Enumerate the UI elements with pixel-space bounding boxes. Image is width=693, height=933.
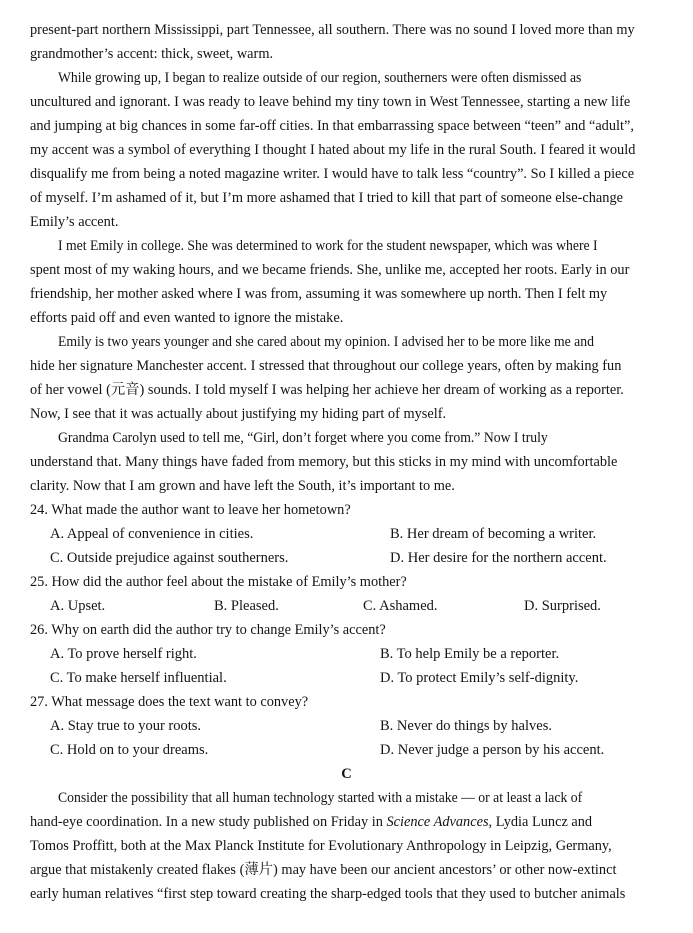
paragraph-first-line: Grandma Carolyn used to tell me, “Girl, don’t forget where you come from.” Now I truly [58,430,548,446]
text-line: Now, I see that it was actually about justifying my hiding part of myself. [30,406,447,422]
option-d: D. Never judge a person by his accent. [380,742,605,758]
text-line: of myself. I’m ashamed of it, but I’m more ashamed that I tried to kill that part of someone else-change [30,190,624,206]
paragraph-first-line: Consider the possibility that all human technology started with a mistake — or at least a lack of [58,790,583,806]
text-line: efforts paid off and even wanted to ignore the mistake. [30,310,344,326]
option-b: B. Pleased. [214,598,279,614]
text-line: grandmother’s accent: thick, sweet, warm. [30,46,274,62]
text-line: of her vowel (元音) sounds. I told myself I was helping her achieve her dream of working as a reporter. [30,382,624,398]
option-c: C. Outside prejudice against southerners. [50,550,289,566]
text-line: Tomos Proffitt, both at the Max Planck Institute for Evolutionary Anthropology in Leipzig, Germany, [30,838,612,854]
option-d: D. To protect Emily’s self-dignity. [380,670,579,686]
text-segment: hand-eye coordination. In a new study published on Friday in [30,814,387,830]
paragraph-first-line: I met Emily in college. She was determined to work for the student newspaper, which was where I [58,238,598,254]
section-heading: C [341,766,352,782]
text-line: my accent was a symbol of everything I thought I hated about my life in the rural South. I feared it would [30,142,636,158]
option-a: A. Stay true to your roots. [50,718,202,734]
option-a: A. Upset. [50,598,106,614]
text-line: Emily’s accent. [30,214,119,230]
text-segment: , Lydia Luncz and [488,814,593,830]
option-b: B. Never do things by halves. [380,718,552,734]
option-d: D. Surprised. [524,598,601,614]
question-stem: 26. Why on earth did the author try to change Emily’s accent? [30,622,386,638]
question-stem: 24. What made the author want to leave her hometown? [30,502,351,518]
question-stem: 25. How did the author feel about the mistake of Emily’s mother? [30,574,407,590]
paragraph-first-line: While growing up, I began to realize outside of our region, southerners were often dismissed as [58,70,582,86]
text-line: hide her signature Manchester accent. I stressed that throughout our college years, often by making fun [30,358,622,374]
text-line: spent most of my waking hours, and we became friends. She, unlike me, accepted her roots. Early in our [30,262,630,278]
text-line: understand that. Many things have faded from memory, but this sticks in my mind with uncomfortable [30,454,618,470]
text-line [30,811,663,833]
option-c: C. Hold on to your dreams. [50,742,209,758]
option-d: D. Her desire for the northern accent. [390,550,607,566]
text-line: argue that mistakenly created flakes (薄片) may have been our ancient ancestors’ or other now-extinct [30,862,617,878]
text-line: disqualify me from being a noted magazine writer. I would have to talk less “country”. So I killed a piece [30,166,635,182]
option-c: C. To make herself influential. [50,670,227,686]
paragraph-first-line: Emily is two years younger and she cared about my opinion. I advised her to be more like me and [58,334,594,350]
option-b: B. Her dream of becoming a writer. [390,526,597,542]
option-a: A. To prove herself right. [50,646,197,662]
text-line: clarity. Now that I am grown and have left the South, it’s important to me. [30,478,455,494]
text-line: uncultured and ignorant. I was ready to leave behind my tiny town in West Tennessee, starting a new life [30,94,631,110]
journal-name: Science Advances [386,814,489,830]
question-stem: 27. What message does the text want to convey? [30,694,309,710]
text-line: and jumping at big chances in some far-off cities. In that embarrassing space between “teen” and “adult”, [30,118,634,134]
text-line: present-part northern Mississippi, part Tennessee, all southern. There was no sound I loved more than my [30,22,635,38]
option-b: B. To help Emily be a reporter. [380,646,560,662]
option-a: A. Appeal of convenience in cities. [50,526,254,542]
option-c: C. Ashamed. [363,598,438,614]
text-line: early human relatives “first step toward creating the sharp-edged tools that they used to butcher animals [30,886,626,902]
text-line: friendship, her mother asked where I was from, assuming it was somewhere up north. Then I felt my [30,286,608,302]
